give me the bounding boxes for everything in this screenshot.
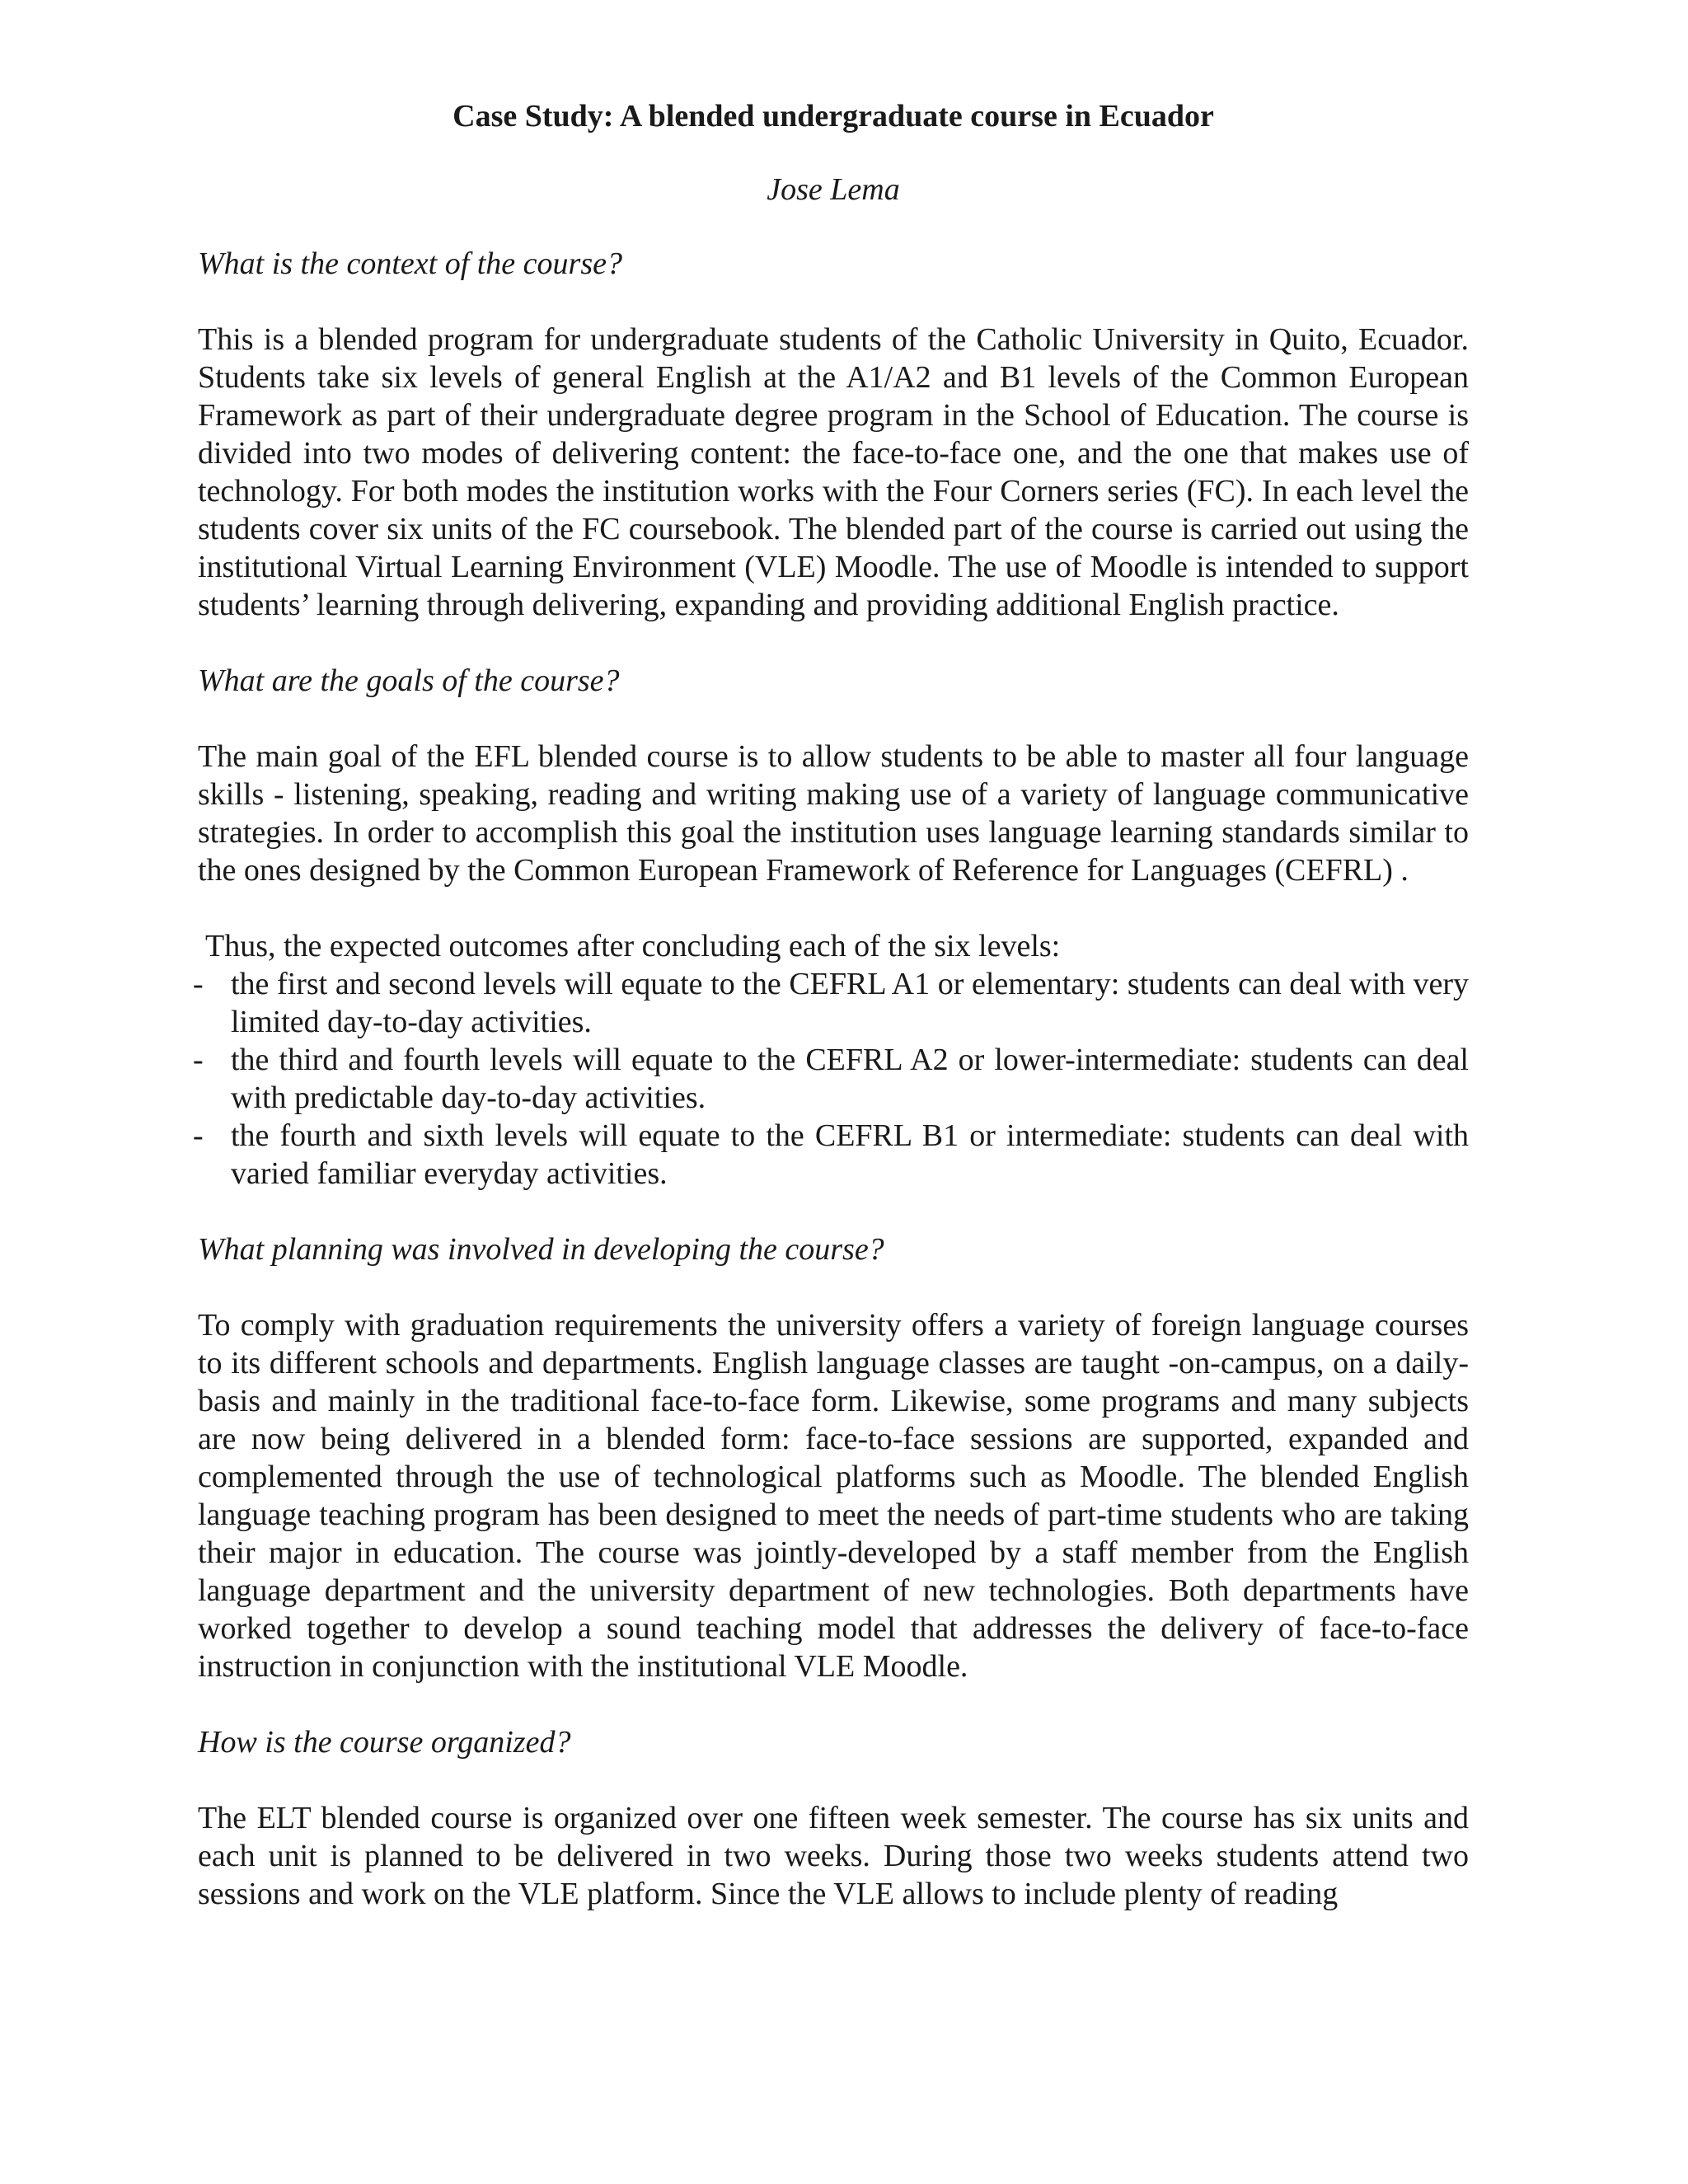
section-paragraph-context: This is a blended program for undergraduate students of the Catholic University in Quito, Ecuador. Students take six levels of general English at the A1/A2 and B1 levels of the Common European Framework as part of their undergraduate degree program in the School of Education. The course is divided into two modes of delivering content: the face-to-face one, and the one that makes use of technology. For both modes the institution works with the Four Corners series (FC). In each level the students cover six units of the FC coursebook. The blended part of the course is carried out using the institutional Virtual Learning Environment (VLE) Moodle. The use of Moodle is intended to support students’ learning through delivering, expanding and providing additional English practice.	[198, 322, 1469, 622]
list-item-text: the first and second levels will equate to the CEFRL A1 or elementary: students can deal with very limited day-to-day activities.	[231, 967, 1469, 1039]
list-item	[193, 1041, 1469, 1117]
bullet-dash: -	[193, 1043, 204, 1077]
document-page	[193, 97, 1469, 1951]
section-paragraph-goals: The main goal of the EFL blended course is to allow students to be able to master all four language skills - listening, speaking, reading and writing making use of a variety of language communicative strategies. In order to accomplish this goal the institution uses language learning standards similar to the ones designed by the Common European Framework of Reference for Languages (CEFRL) .	[198, 739, 1469, 888]
section-heading-context: What is the context of the course?	[198, 246, 622, 281]
list-item-text: the fourth and sixth levels will equate to the CEFRL B1 or intermediate: students can deal with varied familiar everyday activities.	[231, 1118, 1469, 1191]
section-heading-organization: How is the course organized?	[198, 1725, 571, 1760]
list-item-text: the third and fourth levels will equate to the CEFRL A2 or lower-intermediate: students can deal with predictable day-to-day activities.	[231, 1043, 1469, 1115]
bullet-dash: -	[193, 967, 204, 1001]
document-author: Jose Lema	[767, 172, 900, 207]
list-item	[193, 965, 1469, 1041]
bullet-dash: -	[193, 1118, 204, 1153]
section-heading-goals: What are the goals of the course?	[198, 663, 620, 698]
section-paragraph-planning: To comply with graduation requirements the university offers a variety of foreign language courses to its different schools and departments. English language classes are taught -on-campus, on a daily-basis and mainly in the traditional face-to-face form. Likewise, some programs and many subjects are now being delivered in a blended form: face-to-face sessions are supported, expanded and complemented through the use of technological platforms such as Moodle. The blended English language teaching program has been designed to meet the needs of part-time students who are taking their major in education. The course was jointly-developed by a staff member from the English language department and the university department of new technologies. Both departments have worked together to develop a sound teaching model that addresses the delivery of face-to-face instruction in conjunction with the institutional VLE Moodle.	[198, 1308, 1469, 1684]
section-heading-planning: What planning was involved in developing the course?	[198, 1232, 884, 1267]
outcomes-intro: Thus, the expected outcomes after concluding each of the six levels:	[205, 929, 1061, 963]
section-paragraph-organization: The ELT blended course is organized over one fifteen week semester. The course has six units and each unit is planned to be delivered in two weeks. During those two weeks students attend two sessions and work on the VLE platform. Since the VLE allows to include plenty of reading	[198, 1801, 1469, 1911]
outcomes-list	[193, 965, 1469, 1193]
list-item	[193, 1117, 1469, 1193]
document-title: Case Study: A blended undergraduate course in Ecuador	[452, 99, 1214, 134]
